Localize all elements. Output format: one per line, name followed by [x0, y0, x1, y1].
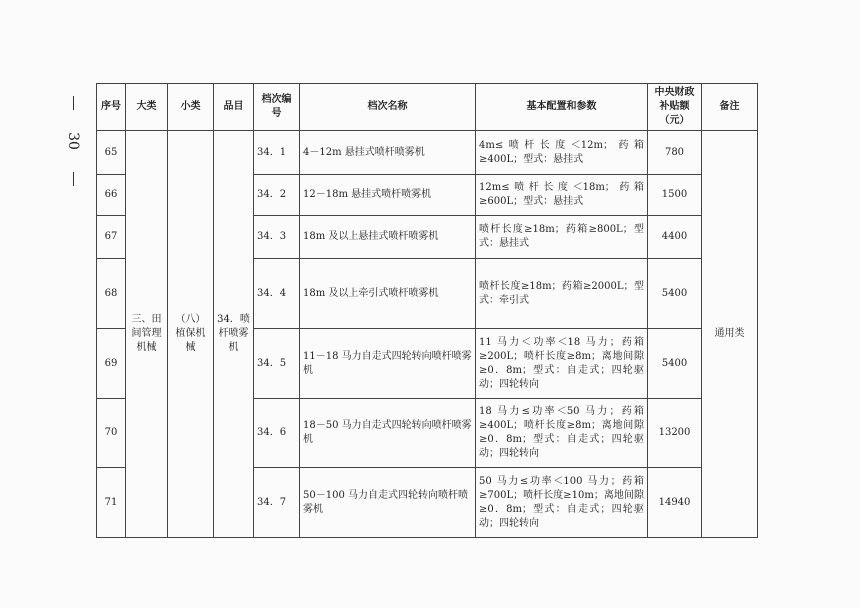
- row-subsidy: 5400: [648, 259, 702, 329]
- header-remarks: 备注: [702, 84, 758, 131]
- row-code: 34．2: [254, 175, 300, 216]
- header-config: 基本配置和参数: [476, 84, 648, 131]
- row-seq: 71: [97, 468, 126, 538]
- header-item: 品目: [214, 84, 254, 131]
- row-seq: 70: [97, 399, 126, 468]
- category-cell: 三、田间管理机械: [126, 131, 168, 538]
- header-subsidy: 中央财政补贴额（元）: [648, 84, 702, 131]
- row-code: 34．6: [254, 399, 300, 468]
- row-code: 34．1: [254, 131, 300, 175]
- item-cell: 34．喷杆喷雾机: [214, 131, 254, 538]
- row-code: 34．4: [254, 259, 300, 329]
- page-number-text: 30: [64, 132, 81, 150]
- row-name: 12－18m 悬挂式喷杆喷雾机: [300, 175, 476, 216]
- header-name: 档次名称: [300, 84, 476, 131]
- row-config: 11 马力＜功率＜18 马力；药箱≥200L；喷杆长度≥8m；离地间隙≥0．8m；型式：自走式；四轮驱动；四轮转向: [476, 329, 648, 399]
- row-config: 喷杆长度≥18m；药箱≥2000L；型式：牵引式: [476, 259, 648, 329]
- row-config: 50 马力≤功率＜100 马力；药箱≥700L；喷杆长度≥10m；离地间隙≥0．8m；型式：自走式；四轮驱动；四轮转向: [476, 468, 648, 538]
- row-subsidy: 1500: [648, 175, 702, 216]
- row-code: 34．7: [254, 468, 300, 538]
- row-name: 18m 及以上牵引式喷杆喷雾机: [300, 259, 476, 329]
- row-seq: 65: [97, 131, 126, 175]
- row-name: 50－100 马力自走式四轮转向喷杆喷雾机: [300, 468, 476, 538]
- subcategory-cell: （八）植保机械: [168, 131, 214, 538]
- row-name: 11－18 马力自走式四轮转向喷杆喷雾机: [300, 329, 476, 399]
- row-subsidy: 14940: [648, 468, 702, 538]
- row-config: 18 马力≤功率＜50 马力；药箱≥400L；喷杆长度≥8m；离地间隙≥0．8m；型式：自走式；四轮驱动；四轮转向: [476, 399, 648, 468]
- row-subsidy: 5400: [648, 329, 702, 399]
- row-subsidy: 780: [648, 131, 702, 175]
- page-number-dash-top: [73, 96, 74, 110]
- row-name: 18－50 马力自走式四轮转向喷杆喷雾机: [300, 399, 476, 468]
- row-code: 34．5: [254, 329, 300, 399]
- row-name: 4－12m 悬挂式喷杆喷雾机: [300, 131, 476, 175]
- row-name: 18m 及以上悬挂式喷杆喷雾机: [300, 216, 476, 259]
- header-seq: 序号: [97, 84, 126, 131]
- row-subsidy: 4400: [648, 216, 702, 259]
- header-row: [97, 84, 758, 131]
- remarks-cell: 通用类: [702, 131, 758, 538]
- row-seq: 68: [97, 259, 126, 329]
- page-number-dash-bottom: [73, 172, 74, 186]
- row-config: 喷杆长度≥18m；药箱≥800L；型式：悬挂式: [476, 216, 648, 259]
- header-code: 档次编号: [254, 84, 300, 131]
- header-category: 大类: [126, 84, 168, 131]
- row-config: 12m≤喷杆长度＜18m；药箱≥600L；型式：悬挂式: [476, 175, 648, 216]
- subsidy-table: [96, 83, 758, 538]
- header-subcategory: 小类: [168, 84, 214, 131]
- row-config: 4m≤喷杆长度＜12m；药箱≥400L；型式：悬挂式: [476, 131, 648, 175]
- row-code: 34．3: [254, 216, 300, 259]
- row-seq: 67: [97, 216, 126, 259]
- page-number: [58, 96, 88, 186]
- table-row: [97, 131, 758, 175]
- row-seq: 66: [97, 175, 126, 216]
- row-subsidy: 13200: [648, 399, 702, 468]
- row-seq: 69: [97, 329, 126, 399]
